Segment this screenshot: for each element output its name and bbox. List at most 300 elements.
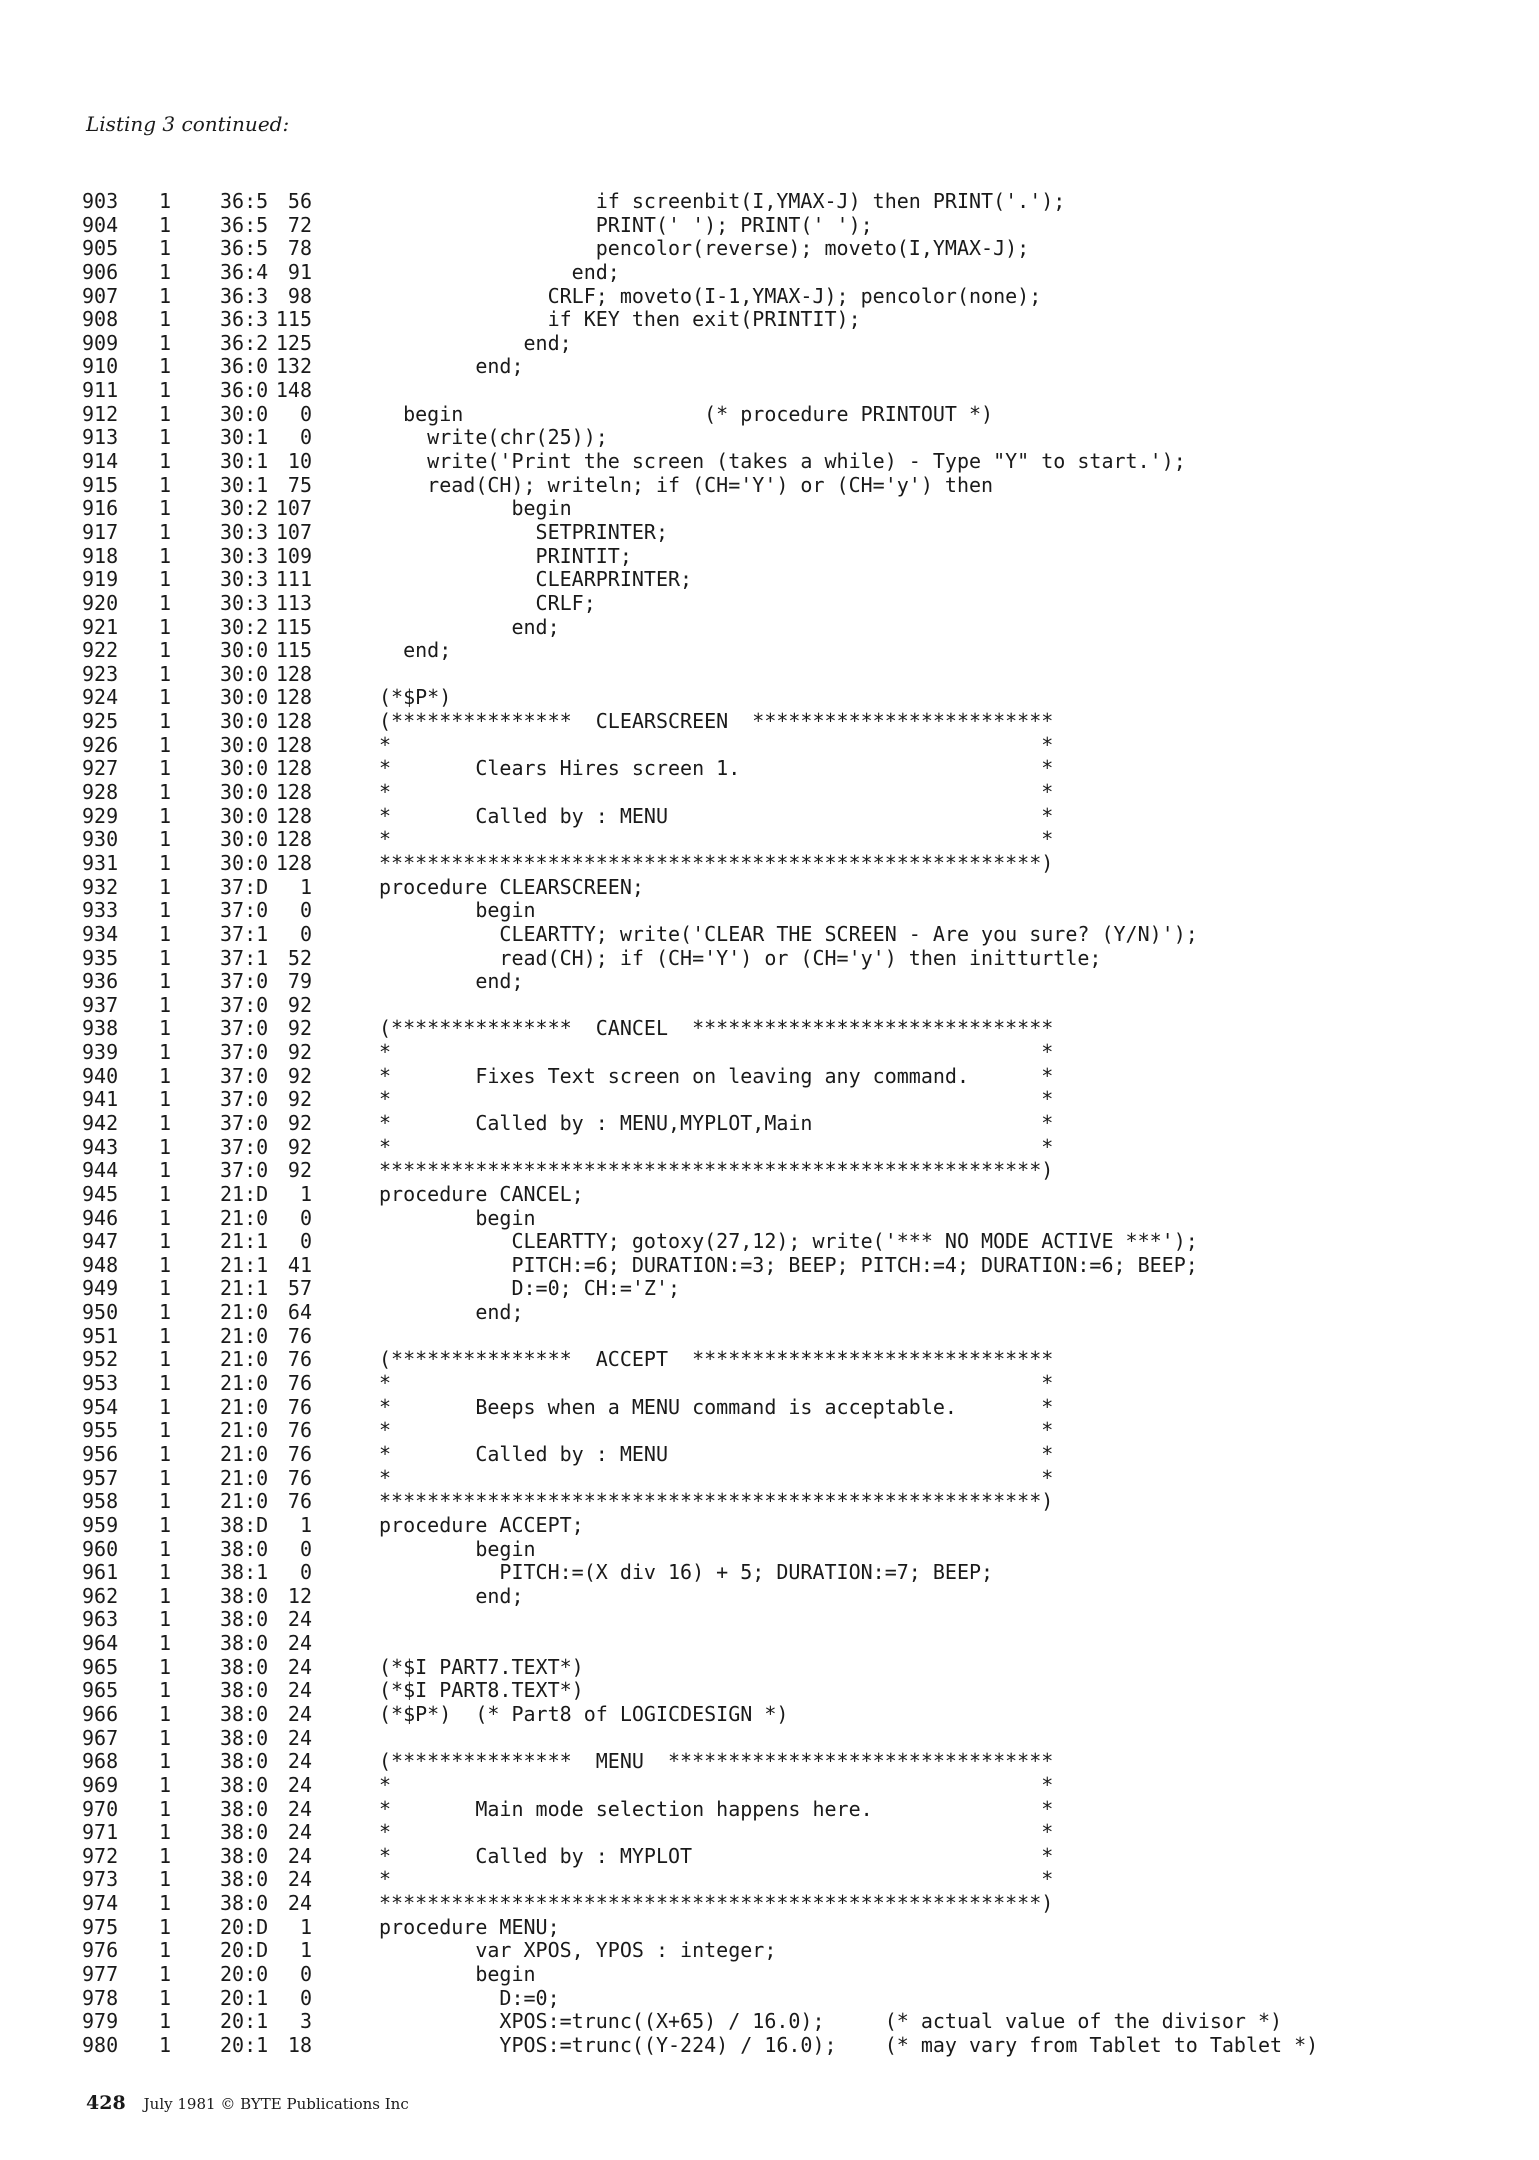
line-number: 975 [82,1914,119,1939]
code-offset: 92 [287,1134,312,1159]
lex-level: 1 [159,330,172,355]
lex-level: 1 [159,1205,172,1230]
code-offset: 1 [299,1181,312,1206]
lex-level: 1 [159,1465,172,1490]
block-number: 21:0 [220,1465,269,1490]
code-text: (*$I PART7.TEXT*) [379,1654,584,1679]
code-offset: 72 [287,212,312,237]
code-offset: 0 [299,1536,312,1561]
lex-level: 1 [159,803,172,828]
code-offset: 24 [287,1607,312,1632]
code-text: PRINT(' '); PRINT(' '); [379,212,873,237]
code-text: *******************************************************) [379,1158,1054,1183]
code-text: * * [379,732,1054,757]
line-number: 919 [82,567,119,592]
code-text: (*$P*) [379,685,452,710]
lex-level: 1 [159,1749,172,1774]
block-number: 37:0 [220,1134,269,1159]
lex-level: 1 [159,945,172,970]
line-number: 967 [82,1725,119,1750]
line-number: 948 [82,1252,119,1277]
block-number: 30:0 [220,803,269,828]
code-offset: 1 [299,1938,312,1963]
line-number: 974 [82,1891,119,1916]
code-offset: 24 [287,1725,312,1750]
footer-credit: July 1981 © BYTE Publications Inc [143,2095,409,2113]
code-text: if KEY then exit(PRINTIT); [379,307,861,332]
block-number: 38:0 [220,1607,269,1632]
code-text: * Clears Hires screen 1. * [379,756,1054,781]
line-number: 980 [82,2032,119,2057]
code-offset: 92 [287,1087,312,1112]
line-number: 937 [82,992,119,1017]
line-number: 969 [82,1772,119,1797]
block-number: 38:0 [220,1631,269,1656]
block-number: 38:0 [220,1796,269,1821]
block-number: 20:1 [220,2009,269,2034]
code-text: write('Print the screen (takes a while) - Type "Y" to start.'); [379,449,1186,474]
block-number: 21:D [220,1181,269,1206]
block-number: 36:5 [220,236,269,261]
code-offset: 56 [287,189,312,213]
code-offset: 76 [287,1323,312,1348]
lex-level: 1 [159,850,172,875]
line-number: 940 [82,1063,119,1088]
block-number: 37:0 [220,1158,269,1183]
code-text: (*************** CLEARSCREEN ************************* [379,709,1054,734]
lex-level: 1 [159,1583,172,1608]
block-number: 36:0 [220,378,269,403]
code-text: begin [379,898,536,923]
code-offset: 92 [287,992,312,1017]
block-number: 38:0 [220,1678,269,1703]
code-text: * * [379,1087,1054,1112]
code-text: * Called by : MENU * [379,1441,1054,1466]
line-number: 912 [82,401,119,426]
lex-level: 1 [159,1512,172,1537]
code-text: end; [379,330,572,355]
block-number: 36:5 [220,189,269,213]
code-offset: 24 [287,1843,312,1868]
block-number: 38:0 [220,1820,269,1845]
line-number: 954 [82,1394,119,1419]
code-offset: 115 [275,614,312,639]
code-text: var XPOS, YPOS : integer; [379,1938,777,1963]
code-offset: 0 [299,401,312,426]
lex-level: 1 [159,1347,172,1372]
lex-level: 1 [159,1110,172,1135]
line-number: 914 [82,449,119,474]
lex-level: 1 [159,1607,172,1632]
code-offset: 76 [287,1394,312,1419]
block-number: 30:3 [220,567,269,592]
block-number: 30:1 [220,449,269,474]
lex-level: 1 [159,1181,172,1206]
code-text: * * [379,1371,1054,1396]
code-offset: 115 [275,638,312,663]
code-text: read(CH); writeln; if (CH='Y') or (CH='y') then [379,472,994,497]
block-number: 36:4 [220,259,269,284]
code-text: * * [379,1772,1054,1797]
lex-level: 1 [159,283,172,308]
code-offset: 109 [275,543,312,568]
block-number: 37:0 [220,1087,269,1112]
block-number: 37:1 [220,921,269,946]
code-offset: 24 [287,1867,312,1892]
block-number: 38:D [220,1512,269,1537]
code-text: procedure CANCEL; [379,1181,584,1206]
code-text: CRLF; [379,590,596,615]
line-number: 960 [82,1536,119,1561]
block-number: 38:0 [220,1654,269,1679]
line-number: 951 [82,1323,119,1348]
line-number: 965 [82,1678,119,1703]
code-text: D:=0; [379,1985,560,2010]
lex-level: 1 [159,756,172,781]
code-text: * Called by : MENU,MYPLOT,Main * [379,1110,1054,1135]
line-number: 923 [82,661,119,686]
line-number: 956 [82,1441,119,1466]
lex-level: 1 [159,354,172,379]
block-number: 37:1 [220,945,269,970]
code-offset: 76 [287,1489,312,1514]
code-offset: 115 [275,307,312,332]
lex-level: 1 [159,1016,172,1041]
block-number: 30:0 [220,638,269,663]
block-number: 21:0 [220,1418,269,1443]
block-number: 21:0 [220,1300,269,1325]
block-number: 30:3 [220,519,269,544]
line-number: 957 [82,1465,119,1490]
code-offset: 128 [275,756,312,781]
code-text: (*************** CANCEL ****************************** [379,1016,1054,1041]
line-number: 930 [82,827,119,852]
code-offset: 24 [287,1820,312,1845]
block-number: 30:0 [220,756,269,781]
code-offset: 111 [275,567,312,592]
block-number: 38:0 [220,1843,269,1868]
block-number: 36:2 [220,330,269,355]
block-number: 36:3 [220,283,269,308]
line-number: 977 [82,1962,119,1987]
line-number: 958 [82,1489,119,1514]
code-offset: 57 [287,1276,312,1301]
code-text: * * [379,780,1054,805]
block-number: 30:3 [220,590,269,615]
block-number: 20:D [220,1938,269,1963]
code-text: begin (* procedure PRINTOUT *) [379,401,994,426]
line-number: 955 [82,1418,119,1443]
lex-level: 1 [159,685,172,710]
line-number: 959 [82,1512,119,1537]
code-offset: 0 [299,1985,312,2010]
block-number: 37:0 [220,1016,269,1041]
block-number: 30:0 [220,850,269,875]
lex-level: 1 [159,519,172,544]
line-number: 964 [82,1631,119,1656]
code-offset: 128 [275,661,312,686]
lex-level: 1 [159,401,172,426]
lex-level: 1 [159,1820,172,1845]
code-text: end; [379,614,560,639]
code-offset: 92 [287,1110,312,1135]
line-number: 973 [82,1867,119,1892]
block-number: 21:0 [220,1489,269,1514]
code-offset: 52 [287,945,312,970]
code-text: * Called by : MENU * [379,803,1054,828]
code-offset: 3 [299,2009,312,2034]
lex-level: 1 [159,496,172,521]
line-number: 979 [82,2009,119,2034]
lex-level: 1 [159,378,172,403]
code-text: procedure CLEARSCREEN; [379,874,644,899]
block-number: 38:0 [220,1749,269,1774]
line-number: 942 [82,1110,119,1135]
code-offset: 64 [287,1300,312,1325]
code-offset: 0 [299,1560,312,1585]
block-number: 30:0 [220,780,269,805]
lex-level: 1 [159,1300,172,1325]
line-number: 941 [82,1087,119,1112]
page-footer [86,2092,409,2114]
code-text: XPOS:=trunc((X+65) / 16.0); (* actual value of the divisor *) [379,2009,1283,2034]
line-number: 966 [82,1702,119,1726]
line-number: 907 [82,283,119,308]
code-text: CLEARTTY; write('CLEAR THE SCREEN - Are you sure? (Y/N)'); [379,921,1198,946]
code-offset: 75 [287,472,312,497]
line-number: 908 [82,307,119,332]
code-offset: 92 [287,1016,312,1041]
code-offset: 24 [287,1891,312,1916]
block-number: 30:0 [220,401,269,426]
block-number: 38:0 [220,1867,269,1892]
block-number: 30:2 [220,496,269,521]
code-offset: 76 [287,1371,312,1396]
lex-level: 1 [159,2009,172,2034]
code-offset: 76 [287,1347,312,1372]
lex-level: 1 [159,1134,172,1159]
line-number: 952 [82,1347,119,1372]
block-number: 38:0 [220,1772,269,1797]
line-number: 918 [82,543,119,568]
block-number: 38:0 [220,1725,269,1750]
lex-level: 1 [159,1087,172,1112]
line-number: 965 [82,1654,119,1679]
code-text: end; [379,259,620,284]
code-offset: 128 [275,709,312,734]
lex-level: 1 [159,307,172,332]
code-text: (*************** MENU ******************************** [379,1749,1054,1774]
code-offset: 24 [287,1631,312,1656]
code-text: * * [379,1820,1054,1845]
lex-level: 1 [159,1867,172,1892]
code-offset: 0 [299,921,312,946]
code-text: * * [379,1867,1054,1892]
code-offset: 24 [287,1772,312,1797]
line-number: 922 [82,638,119,663]
line-number: 904 [82,212,119,237]
block-number: 37:0 [220,898,269,923]
code-offset: 1 [299,1512,312,1537]
lex-level: 1 [159,1631,172,1656]
lex-level: 1 [159,1985,172,2010]
block-number: 36:0 [220,354,269,379]
code-offset: 0 [299,1229,312,1254]
lex-level: 1 [159,1914,172,1939]
line-number: 939 [82,1040,119,1065]
code-offset: 41 [287,1252,312,1277]
code-text: end; [379,969,524,994]
page-number: 428 [86,2092,126,2114]
code-text: (*$I PART8.TEXT*) [379,1678,584,1703]
line-number: 943 [82,1134,119,1159]
code-offset: 113 [275,590,312,615]
line-number: 972 [82,1843,119,1868]
lex-level: 1 [159,449,172,474]
code-offset: 128 [275,780,312,805]
line-number: 920 [82,590,119,615]
line-number: 932 [82,874,119,899]
line-number: 935 [82,945,119,970]
block-number: 21:0 [220,1394,269,1419]
lex-level: 1 [159,259,172,284]
code-text: begin [379,496,572,521]
code-offset: 1 [299,1914,312,1939]
lex-level: 1 [159,567,172,592]
lex-level: 1 [159,1418,172,1443]
block-number: 36:3 [220,307,269,332]
block-number: 20:D [220,1914,269,1939]
code-text: CLEARPRINTER; [379,567,693,592]
lex-level: 1 [159,1796,172,1821]
lex-level: 1 [159,543,172,568]
code-offset: 10 [287,449,312,474]
block-number: 30:1 [220,425,269,450]
code-offset: 76 [287,1441,312,1466]
code-text: * Main mode selection happens here. * [379,1796,1054,1821]
lex-level: 1 [159,1843,172,1868]
code-text: procedure ACCEPT; [379,1512,584,1537]
code-text: (*$P*) (* Part8 of LOGICDESIGN *) [379,1702,789,1726]
code-text: *******************************************************) [379,1891,1054,1916]
line-number: 961 [82,1560,119,1585]
block-number: 21:0 [220,1371,269,1396]
line-number: 945 [82,1181,119,1206]
block-number: 36:5 [220,212,269,237]
block-number: 30:1 [220,472,269,497]
code-text: write(chr(25)); [379,425,608,450]
block-number: 20:0 [220,1962,269,1987]
code-text: * Beeps when a MENU command is acceptable. * [379,1394,1054,1419]
code-offset: 128 [275,803,312,828]
lex-level: 1 [159,1891,172,1916]
block-number: 30:3 [220,543,269,568]
lex-level: 1 [159,1371,172,1396]
line-number: 963 [82,1607,119,1632]
block-number: 21:0 [220,1441,269,1466]
code-text: * * [379,1134,1054,1159]
lex-level: 1 [159,1560,172,1585]
lex-level: 1 [159,638,172,663]
lex-level: 1 [159,1441,172,1466]
code-offset: 78 [287,236,312,261]
code-offset: 91 [287,259,312,284]
lex-level: 1 [159,212,172,237]
line-number: 971 [82,1820,119,1845]
code-text: *******************************************************) [379,1489,1054,1514]
code-text: PRINTIT; [379,543,632,568]
code-offset: 125 [275,330,312,355]
code-text: * * [379,1465,1054,1490]
code-offset: 107 [275,496,312,521]
code-text: D:=0; CH:='Z'; [379,1276,681,1301]
block-number: 30:0 [220,685,269,710]
code-text: procedure MENU; [379,1914,560,1939]
lex-level: 1 [159,898,172,923]
line-number: 946 [82,1205,119,1230]
line-number: 929 [82,803,119,828]
lex-level: 1 [159,827,172,852]
line-number: 953 [82,1371,119,1396]
code-offset: 12 [287,1583,312,1608]
block-number: 37:0 [220,1063,269,1088]
block-number: 21:1 [220,1252,269,1277]
block-number: 38:0 [220,1891,269,1916]
code-offset: 24 [287,1702,312,1726]
code-text: if screenbit(I,YMAX-J) then PRINT('.'); [379,189,1066,213]
lex-level: 1 [159,2032,172,2057]
lex-level: 1 [159,732,172,757]
block-number: 20:1 [220,1985,269,2010]
lex-level: 1 [159,709,172,734]
lex-level: 1 [159,1323,172,1348]
code-text: (*************** ACCEPT ****************************** [379,1347,1054,1372]
line-number: 917 [82,519,119,544]
code-text: end; [379,1300,524,1325]
block-number: 20:1 [220,2032,269,2057]
code-text: *******************************************************) [379,850,1054,875]
code-offset: 0 [299,1205,312,1230]
lex-level: 1 [159,425,172,450]
code-text: begin [379,1205,536,1230]
block-number: 38:0 [220,1583,269,1608]
line-number: 924 [82,685,119,710]
line-number: 906 [82,259,119,284]
lex-level: 1 [159,992,172,1017]
line-number: 925 [82,709,119,734]
block-number: 37:D [220,874,269,899]
lex-level: 1 [159,1654,172,1679]
code-text: * Fixes Text screen on leaving any command. * [379,1063,1054,1088]
lex-level: 1 [159,969,172,994]
code-offset: 24 [287,1796,312,1821]
code-offset: 24 [287,1749,312,1774]
lex-level: 1 [159,472,172,497]
lex-level: 1 [159,1536,172,1561]
block-number: 30:0 [220,661,269,686]
block-number: 38:0 [220,1536,269,1561]
line-number: 927 [82,756,119,781]
code-text: begin [379,1536,536,1561]
code-offset: 92 [287,1040,312,1065]
line-number: 916 [82,496,119,521]
block-number: 30:0 [220,732,269,757]
listing-heading: Listing 3 continued: [86,112,290,136]
lex-level: 1 [159,1962,172,1987]
code-offset: 128 [275,732,312,757]
code-text: * * [379,827,1054,852]
code-offset: 18 [287,2032,312,2057]
